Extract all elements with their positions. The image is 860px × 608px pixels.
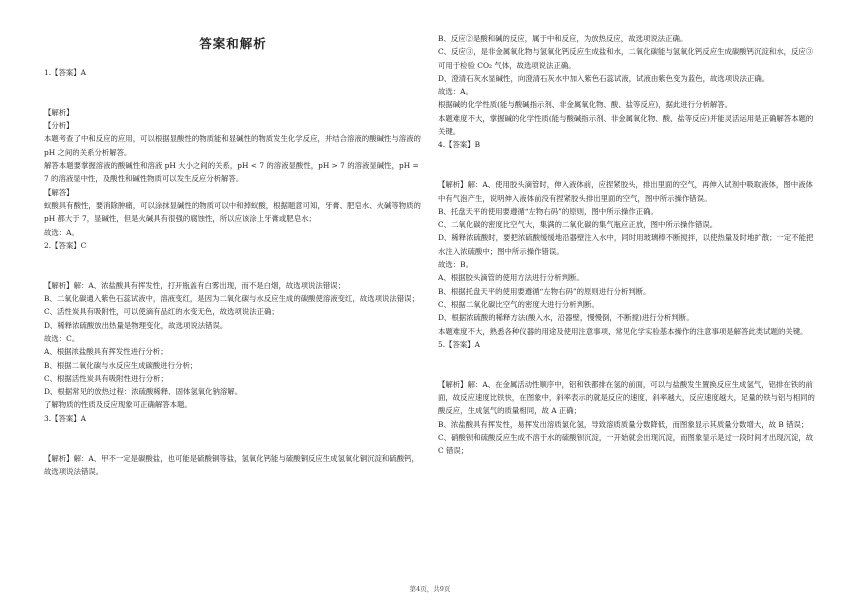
left-paragraph: 蚁酸具有酸性，要消除肿痛，可以涂抹显碱性的物质可以中和掉蚁酸，根据题意可知，牙膏、肥皂水、火碱等物质的 pH 都大于 7，显碱性，但是火碱具有很强的腐蚀性，所以应该涂上牙膏或肥皂水； xyxy=(44,200,421,224)
left-paragraph xyxy=(44,79,422,92)
right-column-body xyxy=(438,32,816,458)
right-paragraph: 4.【答案】B xyxy=(438,140,481,150)
left-paragraph: A、根据浓盐酸具有挥发性进行分析； xyxy=(44,347,168,357)
left-paragraph xyxy=(44,252,422,265)
page-title: 答案和解析 xyxy=(199,36,267,51)
right-paragraph: C、硝酸钡和硫酸反应生成不溶于水的硫酸钡沉淀，一开始就会出现沉淀，而图象显示是过一段时间才出现沉淀，故 C 错误； xyxy=(438,432,814,456)
left-paragraph: 了解物质的性质及反应现象可正确解答本题。 xyxy=(44,400,192,410)
left-paragraph xyxy=(44,438,422,451)
left-paragraph xyxy=(44,425,422,438)
left-paragraph: B、二氧化碳通入紫色石蕊试液中，溶液变红，是因为二氧化碳与水反应生成的碳酸使溶液变红，故选项说法错误； xyxy=(44,294,419,304)
left-paragraph: B、根据二氧化碳与水反应生成碳酸进行分析； xyxy=(44,360,198,370)
left-paragraph: 故选：A。 xyxy=(44,227,79,237)
left-paragraph: 本题考查了中和反应的应用，可以根据显酸性的物质能和显碱性的物质发生化学反应，并结合溶液的酸碱性与溶液的 pH 之间的关系分析解答。 xyxy=(44,134,421,157)
left-paragraph: 【解析】 xyxy=(44,107,74,117)
left-column xyxy=(44,32,422,478)
right-paragraph xyxy=(438,364,816,377)
right-paragraph xyxy=(438,165,816,178)
left-paragraph xyxy=(44,93,422,106)
right-paragraph: B、反应②是酸和碱的反应，属于中和反应，为放热反应，故选项说法正确。 xyxy=(438,34,688,43)
left-paragraph: C、根据活性炭具有吸附性进行分析； xyxy=(44,373,168,383)
left-paragraph: 解答本题要掌握溶液的酸碱性和溶液 pH 大小之间的关系，pH < 7 的溶液显酸性，pH > 7 的溶液显碱性，pH = 7 的溶液显中性，及酸性和碱性物质可以发生反应分析解答。 xyxy=(44,161,419,184)
left-paragraph: D、根据常见的放热过程：浓硫酸稀释、固体氢氧化钠溶解。 xyxy=(44,387,243,397)
right-paragraph xyxy=(438,351,816,364)
right-paragraph: 5.【答案】A xyxy=(438,339,480,349)
right-column xyxy=(438,32,816,458)
right-paragraph: D、稀释浓硫酸时，要把浓硫酸缓缓地沿器壁注入水中，同时用玻璃棒不断搅拌，以使热量及时地扩散；一定不能把水注入浓硫酸中；图中所示操作错误。 xyxy=(438,233,814,256)
right-paragraph: 【解析】解：A、使用胶头滴管时，伸入液体前，应捏紧胶头，排出里面的空气，再伸入试剂中吸取液体，图中液体中有气泡产生，说明伸入液体前没有捏紧胶头排出里面的空气，图中所示操作错误。 xyxy=(438,180,813,203)
right-paragraph: B、根据托盘天平的使用要遵循“左物右码”的原则进行分析判断。 xyxy=(438,286,651,296)
right-paragraph: 根据碱的化学性质(能与酸碱指示剂、非金属氧化物、酸、盐等反应)，据此进行分析解答。 xyxy=(438,100,733,110)
left-paragraph: 【解答】 xyxy=(44,187,74,197)
right-paragraph: 【解析】解：A、在金属活动性顺序中，铝和铁都排在氢的前面，可以与盐酸发生置换反应生成氢气，铝排在铁的前面，故反应速度比铁快，在图象中，斜率表示的就是反应的速度，斜率越大，反应速度越大，足量的铁与铝与相同的酸反应，生成氢气的质量相同，故 A 正确； xyxy=(438,379,815,416)
left-paragraph: 【解析】解：A、甲不一定是碳酸盐，也可能是硫酸铜等盐，氢氧化钙能与硫酸铜反应生成氢氧化铜沉淀和硫酸钙，故选项说法错误。 xyxy=(44,453,419,476)
left-paragraph: C、活性炭具有吸附性，可以使滴有品红的水变无色，故选项说法正确； xyxy=(44,307,279,317)
left-paragraph: D、稀释浓硫酸放出热量是物理变化，故选项说法错误。 xyxy=(44,320,228,330)
left-paragraph: 3.【答案】A xyxy=(44,413,86,423)
left-paragraph: 【解析】解：A、浓盐酸具有挥发性，打开瓶盖有白雾出现，而不是白烟，故选项说法错误； xyxy=(44,280,345,290)
right-paragraph: B、浓盐酸具有挥发性，易挥发出溶质氯化氢，导致溶质质量分数降低，而图象显示其质量分数增大，故 B 错误； xyxy=(438,419,809,429)
right-paragraph: C、根据二氧化碳比空气的密度大进行分析判断。 xyxy=(438,299,599,309)
right-paragraph: C、二氧化碳的密度比空气大，集满的二氧化碳的集气瓶应正放，图中所示操作错误。 xyxy=(438,220,718,230)
right-paragraph: 故选：B。 xyxy=(438,260,473,270)
right-paragraph: 本题难度不大，掌握碱的化学性质(能与酸碱指示剂、非金属氧化物、酸、盐等反应)并能灵活运用是正确解答本题的关键。 xyxy=(438,113,814,137)
right-paragraph: A、根据胶头滴管的使用方法进行分析判断。 xyxy=(438,273,584,283)
right-paragraph: B、托盘天平的使用要遵循“左物右码”的原则，图中所示操作正确。 xyxy=(438,206,658,216)
right-paragraph: 故选：A。 xyxy=(438,87,473,97)
right-paragraph: D、根据浓硫酸的稀释方法(酸入水，沿器壁，慢慢倒，不断搅)进行分析判断。 xyxy=(438,313,694,323)
left-paragraph: 【分析】 xyxy=(44,121,74,131)
left-paragraph xyxy=(44,265,422,278)
right-paragraph: D、澄清石灰水显碱性，向澄清石灰水中加入紫色石蕊试液，试液由紫色变为蓝色，故选项说法正确。 xyxy=(438,73,770,83)
left-paragraph: 2.【答案】C xyxy=(44,240,87,250)
left-paragraph: 1.【答案】A xyxy=(44,68,86,77)
right-paragraph xyxy=(438,152,816,165)
right-paragraph: C、反应③，是非金属氧化物与氢氧化钙反应生成盐和水，二氧化碳能与氢氧化钙反应生成碳酸钙沉淀和水，反应③可用于检验 CO₂ 气体，故选项说法正确。 xyxy=(438,47,814,70)
page-footer: 第4页，共9页 xyxy=(409,585,451,593)
left-column-body xyxy=(44,66,422,478)
right-paragraph: 本题难度不大，熟悉各种仪器的用途及使用注意事项、常见化学实验基本操作的注意事项是解答此类试题的关键。 xyxy=(438,326,808,336)
left-paragraph: 故选：C。 xyxy=(44,333,80,343)
